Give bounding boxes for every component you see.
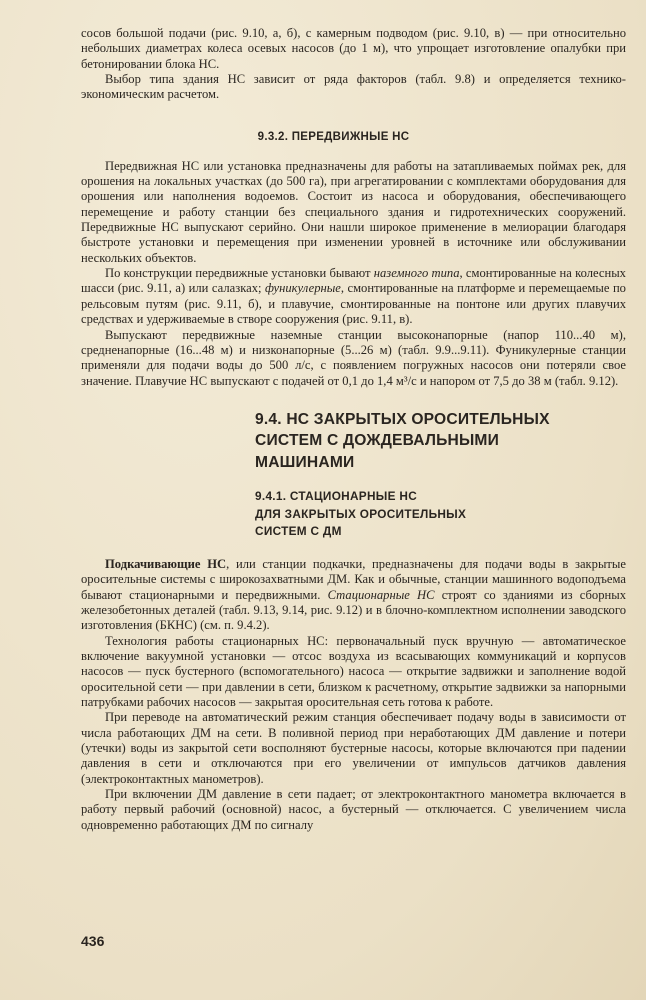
paragraph: сосов большой подачи (рис. 9.10, а, б), с камерным подводом (рис. 9.10, в) — при относительно небольших диаметрах колеса осевых насосов (до 1 м), что упрощает изготовление опалубки при бетонировании блока НС. xyxy=(81,26,626,71)
chapter-heading-9-4 xyxy=(81,409,626,474)
page-number: 436 xyxy=(81,933,105,949)
text-run: По конструкции передвижные установки бывают xyxy=(105,266,374,281)
heading-line: 9.4. НС ЗАКРЫТЫХ ОРОСИТЕЛЬНЫХ xyxy=(255,410,550,428)
paragraph: При переводе на автоматический режим станция обеспечивает подачу воды в зависимости от числа работающих ДМ на сети. В поливной период при неработающих ДМ давление и потери (утечки) воды из закрытой сети восполняют бустерные насосы, которые включаются при падении давления в сети и отключаются при его увеличении от импульсов датчиков давления (электроконтактных манометров). xyxy=(81,710,626,786)
paragraph: Выпускают передвижные наземные станции высоконапорные (напор 110...40 м), средненапорные (16...48 м) и низконапорные (5...26 м) (табл. 9.9...9.11). Фуникулерные станции применяли для подачи воды до 500 л/с, с появлением погружных насосов они потеряли свое значение. Плавучие НС выпускают с подачей от 0,1 до 1,4 м³/с и напором от 7,5 до 38 м (табл. 9.12). xyxy=(81,327,626,388)
paragraph: При включении ДМ давление в сети падает; от электроконтактного манометра включается в работу первый рабочий (основной) насос, а бустерный — отключается. С увеличением числа одновременно работающих ДМ по сигналу xyxy=(81,787,626,832)
page-body xyxy=(81,0,626,833)
heading-line: СИСТЕМ С ДОЖДЕВАЛЬНЫМИ xyxy=(255,432,500,450)
italic-term: наземного типа xyxy=(373,266,460,281)
text-run: строят со зданиями из сборных железобетонных деталей (табл. 9.13, 9.14, рис. 9.12) и в блочно-комплектном исполнении заводского изготовления (БКНС) (см. п. 9.4.2). xyxy=(81,587,626,633)
heading-line: СИСТЕМ С ДМ xyxy=(255,524,342,539)
paragraph: Технология работы стационарных НС: первоначальный пуск вручную — автоматическое включение вакуумной установки — отсос воздуха из всасывающих коммуникаций и корпусов насосов — пуск бустерного (вспомогательного) насоса — открытие задвижки и заполнение водой оросительной сети — при давлении в сети, близком к расчетному, открытие задвижки за напорными патрубками рабочих насосов — закрытая оросительная сеть готова к работе. xyxy=(81,633,626,709)
heading-line: ДЛЯ ЗАКРЫТЫХ ОРОСИТЕЛЬНЫХ xyxy=(255,506,467,521)
text-run: , смонтированные на колесных шасси (рис. 9.11, а) или салазках; xyxy=(81,266,626,296)
paragraph: Передвижная НС или установка предназначены для работы на затапливаемых поймах рек, для орошения на локальных участках (до 500 га), при агрегатировании с комплектами оборудования для орошения или наполнения водоемов. Состоит из насоса и оборудования, обеспечивающего перемещение и работу станции без специального здания и гидротехнических сооружений. Передвижные НС выпускают серийно. Они нашли широкое применение в мелиорации благодаря быстроте установки и перемещения при изменении уровней в источнике или обслуживании нескольких объектов. xyxy=(81,158,626,265)
section-heading-9-4-1 xyxy=(81,488,626,541)
paragraph xyxy=(81,557,626,634)
text-run: , или станции подкачки, предназначены для подачи воды в закрытые оросительные системы с широкозахватными ДМ. Как и обычные, станции машинного водоподъема бывают стационарными и передвижными. xyxy=(81,556,626,602)
text-run: , смонтированные на платформе и перемещаемые по рельсовым путям (рис. 9.11, б), и плавучие, смонтированные на понтоне или других плавучих средствах и удерживаемые в створе сооружения (рис. 9.11, в). xyxy=(81,281,626,327)
heading-line: 9.4.1. СТАЦИОНАРНЫЕ НС xyxy=(255,489,418,504)
bold-term: Подкачивающие НС xyxy=(105,556,227,571)
paragraph: Выбор типа здания НС зависит от ряда факторов (табл. 9.8) и определяется технико-экономическим расчетом. xyxy=(81,72,626,102)
paragraph xyxy=(81,266,626,327)
heading-line: МАШИНАМИ xyxy=(255,453,355,471)
italic-term: фуникулерные xyxy=(265,281,341,296)
section-heading-9-3-2: 9.3.2. ПЕРЕДВИЖНЫЕ НС xyxy=(257,130,410,143)
italic-term: Стационарные НС xyxy=(327,587,435,602)
